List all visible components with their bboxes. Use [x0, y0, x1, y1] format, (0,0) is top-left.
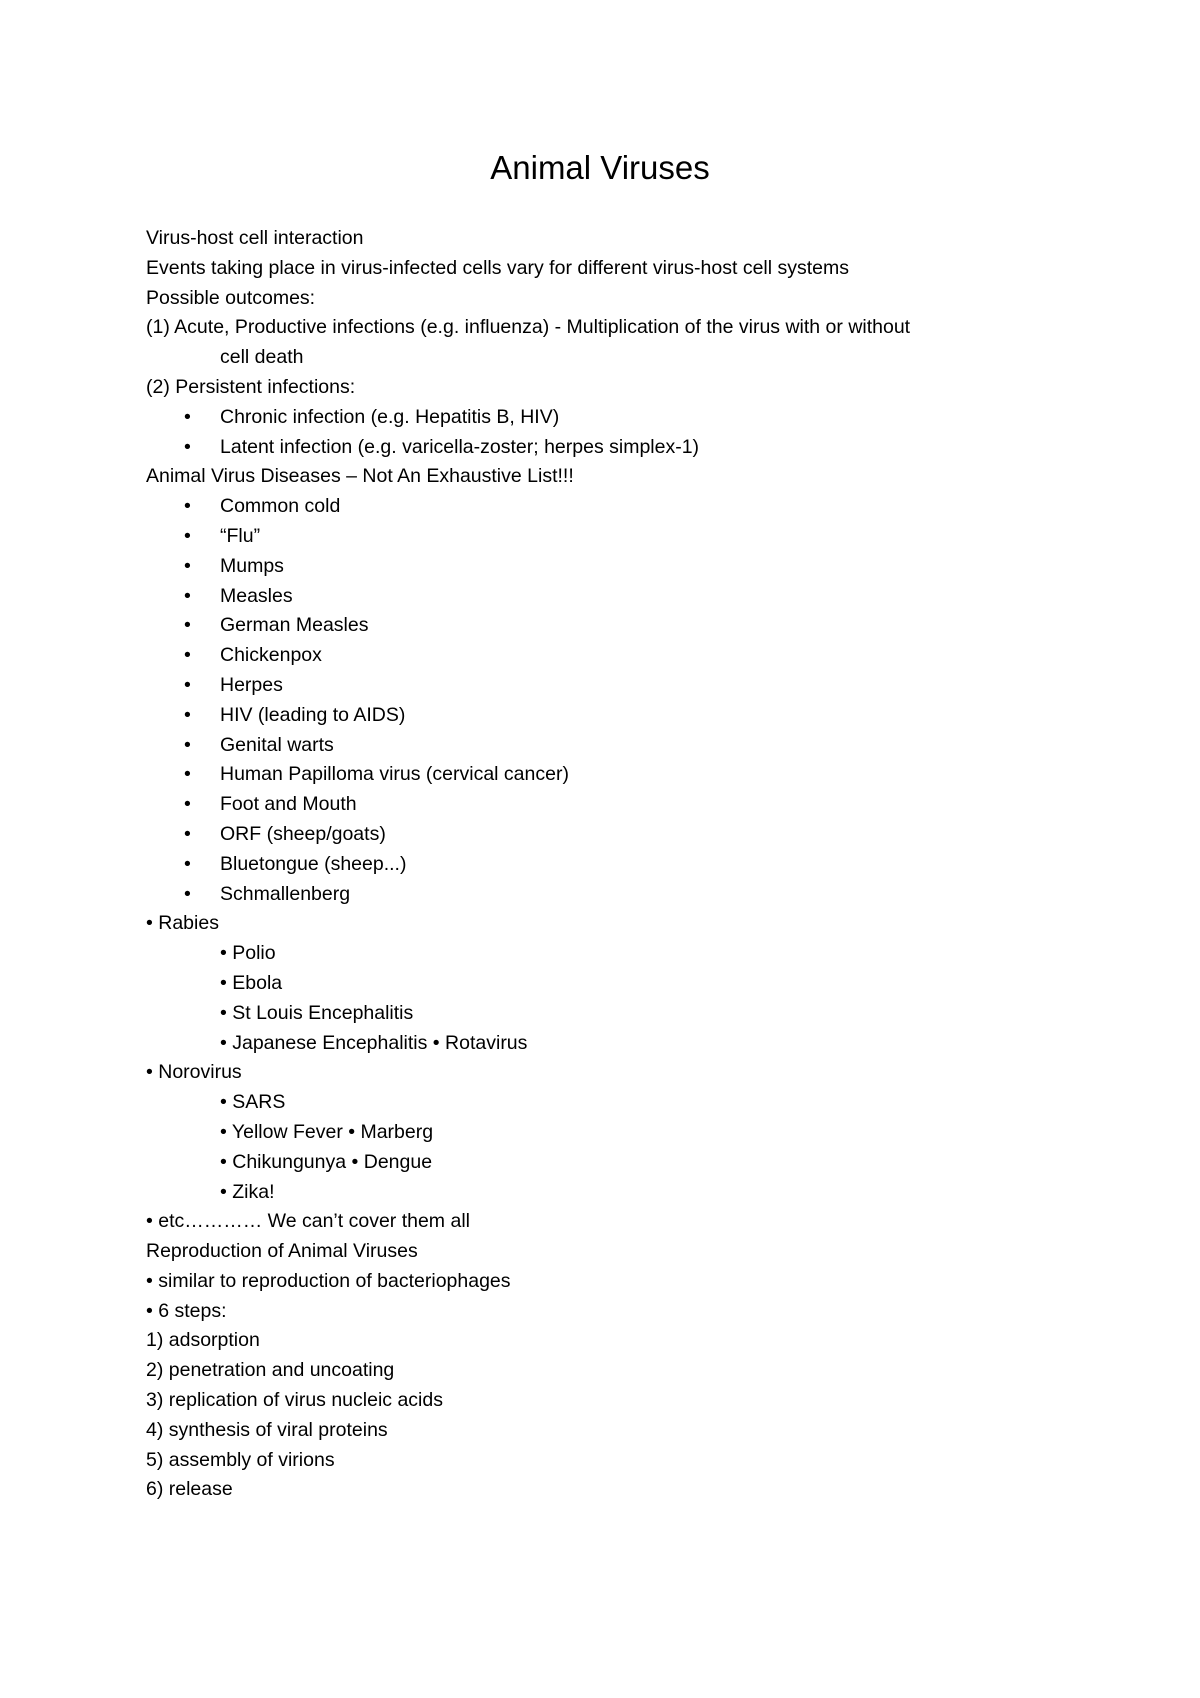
bullet-marker: •: [184, 495, 191, 518]
persistent-item: [146, 403, 1106, 433]
outcome-1-line: (1) Acute, Productive infections (e.g. influenza) - Multiplication of the virus with or without: [146, 316, 911, 339]
reproduction-step: 6) release: [146, 1478, 233, 1501]
bullet-marker: •: [184, 822, 191, 845]
disease-item-text: ORF (sheep/goats): [220, 822, 386, 845]
bullet-marker: •: [184, 614, 191, 637]
inline-disease-list: [146, 909, 1106, 1237]
disease-item: [146, 850, 1106, 880]
outcome-2-line: (2) Persistent infections:: [146, 375, 356, 398]
bullet-marker: •: [184, 852, 191, 875]
bullet-marker: •: [184, 405, 191, 428]
reproduction-line: • similar to reproduction of bacteriophages: [146, 1269, 511, 1292]
disease-item-text: Common cold: [220, 495, 341, 518]
disease-item-text: Chickenpox: [220, 644, 322, 667]
disease-list: [146, 492, 1106, 909]
persistent-item-text: Latent infection (e.g. varicella-zoster; herpes simplex-1): [220, 435, 700, 458]
persistent-item: [146, 433, 1106, 463]
reproduction-heading: Reproduction of Animal Viruses: [146, 1240, 418, 1263]
diseases-heading: Animal Virus Diseases – Not An Exhaustive List!!!: [146, 465, 574, 488]
disease-item: [146, 641, 1106, 671]
reproduction-line: • 6 steps:: [146, 1299, 227, 1322]
inline-disease-line: • Chikungunya • Dengue: [220, 1150, 433, 1173]
disease-item: [146, 790, 1106, 820]
disease-item: [146, 731, 1106, 761]
intro-line: Possible outcomes:: [146, 286, 316, 309]
bullet-marker: •: [184, 882, 191, 905]
disease-item: [146, 701, 1106, 731]
disease-item: [146, 760, 1106, 790]
disease-item-text: Bluetongue (sheep...): [220, 852, 407, 875]
inline-disease-line: • St Louis Encephalitis: [220, 1001, 414, 1024]
outcome-1-continuation: cell death: [220, 346, 304, 369]
bullet-marker: •: [184, 763, 191, 786]
bullet-marker: •: [184, 673, 191, 696]
inline-disease-line: • Yellow Fever • Marberg: [220, 1120, 434, 1143]
disease-item-text: Herpes: [220, 673, 283, 696]
inline-disease-line: • Norovirus: [146, 1061, 242, 1084]
bullet-marker: •: [184, 793, 191, 816]
disease-item: [146, 522, 1106, 552]
document-title: Animal Viruses: [490, 149, 710, 186]
bullet-marker: •: [184, 703, 191, 726]
reproduction-step: 5) assembly of virions: [146, 1448, 335, 1471]
inline-disease-line: • Polio: [220, 942, 276, 965]
disease-item-text: Mumps: [220, 554, 284, 577]
disease-item-text: HIV (leading to AIDS): [220, 703, 406, 726]
steps-list: [146, 1326, 1106, 1505]
bullet-marker: •: [184, 554, 191, 577]
disease-item: [146, 492, 1106, 522]
disease-item: [146, 880, 1106, 910]
disease-item-text: “Flu”: [220, 524, 261, 547]
disease-item-text: Foot and Mouth: [220, 793, 357, 816]
inline-disease-line: • SARS: [220, 1091, 286, 1114]
inline-disease-line: • Zika!: [220, 1180, 275, 1203]
bullet-marker: •: [184, 584, 191, 607]
disease-item: [146, 552, 1106, 582]
bullet-marker: •: [184, 733, 191, 756]
disease-item: [146, 671, 1106, 701]
bullet-marker: •: [184, 435, 191, 458]
disease-item-text: Genital warts: [220, 733, 334, 756]
inline-disease-line: • Japanese Encephalitis • Rotavirus: [220, 1031, 528, 1054]
reproduction-step: 4) synthesis of viral proteins: [146, 1418, 388, 1441]
disease-item: [146, 820, 1106, 850]
intro-line: Events taking place in virus-infected cells vary for different virus-host cell systems: [146, 256, 849, 279]
bullet-marker: •: [184, 644, 191, 667]
inline-disease-line: • Ebola: [220, 971, 283, 994]
disease-item: [146, 582, 1106, 612]
disease-item: [146, 611, 1106, 641]
reproduction-step: 2) penetration and uncoating: [146, 1359, 395, 1382]
intro-line: Virus-host cell interaction: [146, 227, 364, 249]
persistent-item-text: Chronic infection (e.g. Hepatitis B, HIV): [220, 405, 560, 428]
reproduction-step: 1) adsorption: [146, 1329, 260, 1352]
reproduction-step: 3) replication of virus nucleic acids: [146, 1389, 443, 1412]
document-body: [146, 224, 1106, 1505]
disease-item-text: German Measles: [220, 614, 369, 637]
inline-disease-line: • Rabies: [146, 912, 219, 935]
disease-item-text: Schmallenberg: [220, 882, 351, 905]
disease-item-text: Measles: [220, 584, 293, 607]
inline-disease-line: • etc………… We can’t cover them all: [146, 1210, 470, 1233]
bullet-marker: •: [184, 524, 191, 547]
disease-item-text: Human Papilloma virus (cervical cancer): [220, 763, 569, 786]
